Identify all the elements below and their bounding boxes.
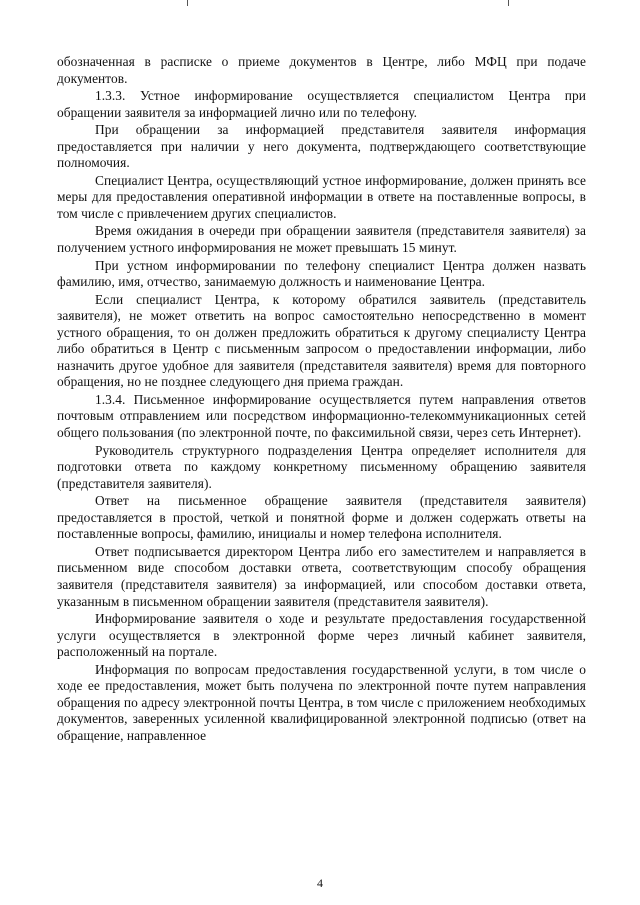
paragraph: Специалист Центра, осуществляющий устное информирование, должен принять все меры для предоставления оперативной информации в ответе на поставленные вопросы, в том числе с привлечением других специалистов. — [57, 172, 586, 221]
paragraph: обозначенная в расписке о приеме документов в Центре, либо МФЦ при подаче документов. — [57, 54, 586, 86]
paragraph: При устном информировании по телефону специалист Центра должен назвать фамилию, имя, отчество, занимаемую должность и наименование Центра. — [57, 257, 586, 290]
paragraph: Информация по вопросам предоставления государственной услуги, в том числе о ходе ее предоставления, может быть получена по электронной почте путем направления обращения по адресу электронной почты Центра, в том числе с приложением необходимых документов, заверенных усиленной квалифицированной электронной подписью (ответ на обращение, направленное — [57, 661, 586, 743]
page-number: 4 — [317, 876, 323, 890]
paragraph: Руководитель структурного подразделения Центра определяет исполнителя для подготовки ответа по каждому конкретному письменному обращению заявителя (представителя заявителя). — [57, 442, 586, 491]
paragraph: Ответ на письменное обращение заявителя (представителя заявителя) предоставляется в простой, четкой и понятной форме и должен содержать ответы на поставленные вопросы, фамилию, инициалы и номер телефона исполнителя. — [57, 493, 586, 542]
paragraph: Время ожидания в очереди при обращении заявителя (представителя заявителя) за получением устного информирования не может превышать 15 минут. — [57, 223, 586, 256]
paragraph: 1.3.4. Письменное информирование осуществляется путем направления ответов почтовым отправлением или посредством информационно-телекоммуникационных сетей общего пользования (по электронной почте, по факсимильной связи, через сеть Интернет). — [57, 391, 586, 441]
paragraph: При обращении за информацией представителя заявителя информация предоставляется при наличии у него документа, подтверждающего соответствующие полномочия. — [57, 122, 586, 171]
paragraph: Ответ подписывается директором Центра либо его заместителем и направляется в письменном виде способом доставки ответа, соответствующим способу обращения заявителя (представителя заявителя) за информацией, или способом доставки ответа, указанным в письменном обращении заявителя (представителя заявителя). — [57, 543, 586, 609]
body-text — [57, 54, 586, 745]
paragraph: 1.3.3. Устное информирование осуществляется специалистом Центра при обращении заявителя за информацией лично или по телефону. — [57, 88, 586, 120]
paragraph: Если специалист Центра, к которому обратился заявитель (представитель заявителя), не может ответить на вопрос самостоятельно непосредственно в момент устного обращения, то он должен предложить обратиться к другому специалисту Центра либо обратиться в Центр с письменным запросом о предоставлении информации, либо назначить другое удобное для заявителя (представителя заявителя) время для повторного обращения, но не позднее следующего дня приема граждан. — [57, 291, 586, 390]
paragraph: Информирование заявителя о ходе и результате предоставления государственной услуги осуществляется в электронной форме через личный кабинет заявителя, расположенный на портале. — [57, 611, 586, 660]
scan-artifact-mark — [187, 0, 188, 6]
scan-artifact-mark — [508, 0, 509, 6]
